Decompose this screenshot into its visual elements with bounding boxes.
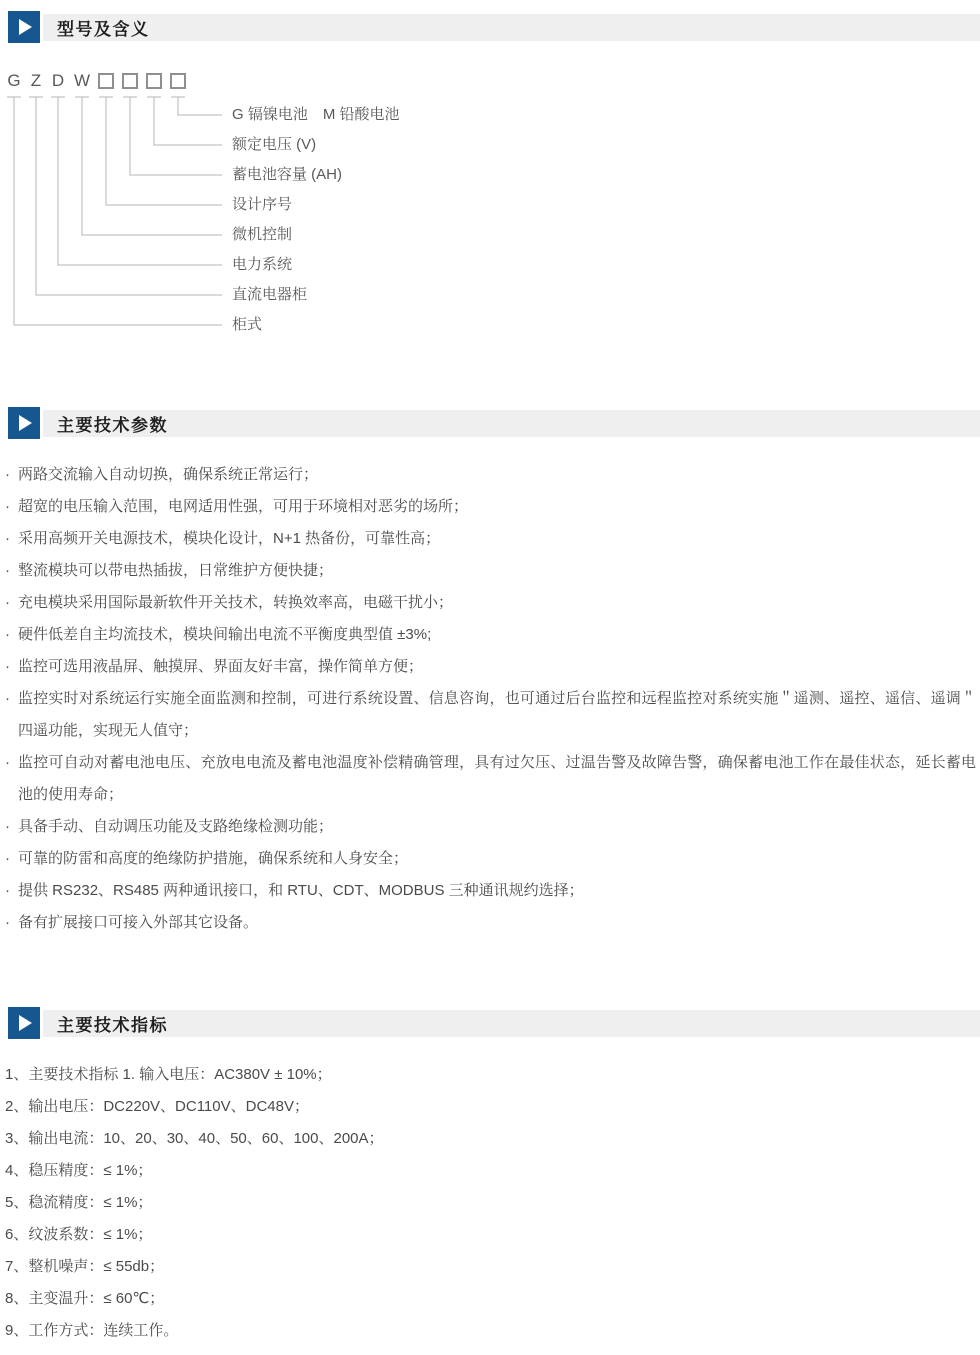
spec-item: 2、输出电压：DC220V、DC110V、DC48V；	[5, 1098, 309, 1115]
params-list	[5, 459, 976, 939]
model-code-letter: W	[73, 71, 91, 90]
bullet-dot-icon: ·	[5, 754, 10, 771]
section-title: 主要技术指标	[57, 1015, 168, 1035]
param-text: 监控实时对系统运行实施全面监测和控制，可进行系统设置、信息咨询，也可通过后台监控和远程监控对系统实施＂遥测、遥控、遥信、遥调＂四遥功能，实现无人值守；	[18, 690, 976, 739]
bullet-dot-icon: ·	[5, 882, 10, 899]
model-code-label: 微机控制	[232, 226, 293, 243]
play-triangle-icon	[19, 415, 32, 431]
section-title: 型号及含义	[57, 19, 150, 39]
param-item	[5, 747, 976, 811]
section-marker-icon	[8, 1007, 40, 1039]
bullet-dot-icon: ·	[5, 818, 10, 835]
spec-item: 3、输出电流：10、20、30、40、50、60、100、200A；	[5, 1130, 384, 1147]
bullet-dot-icon: ·	[5, 658, 10, 675]
play-triangle-icon	[19, 1015, 32, 1031]
model-code-label: 直流电器柜	[232, 286, 308, 303]
param-text: 监控可自动对蓄电池电压、充放电电流及蓄电池温度补偿精确管理，具有过欠压、过温告警及故障告警，确保蓄电池工作在最佳状态，延长蓄电池的使用寿命；	[18, 754, 976, 803]
param-item	[5, 651, 976, 683]
param-text: 可靠的防雷和高度的绝缘防护措施，确保系统和人身安全；	[18, 850, 409, 867]
param-item	[5, 555, 976, 587]
param-item	[5, 907, 976, 939]
spec-item: 4、稳压精度：≤ 1%；	[5, 1162, 153, 1179]
param-item	[5, 587, 976, 619]
param-text: 超宽的电压输入范围，电网适用性强，可用于环境相对恶劣的场所；	[18, 498, 469, 515]
param-text: 备有扩展接口可接入外部其它设备。	[18, 914, 259, 931]
connector-lines	[0, 70, 980, 350]
param-text: 充电模块采用国际最新软件开关技术，转换效率高，电磁干扰小；	[18, 594, 454, 611]
bullet-dot-icon: ·	[5, 466, 10, 483]
model-code-label: 柜式	[232, 316, 263, 333]
model-code-label: G 镉镍电池 M 铅酸电池	[232, 106, 400, 123]
spec-item: 5、稳流精度：≤ 1%；	[5, 1194, 153, 1211]
section-header-model	[8, 11, 980, 43]
spec-item: 6、纹波系数：≤ 1%；	[5, 1226, 153, 1243]
section-title-bar	[43, 410, 980, 437]
section-marker-icon	[8, 11, 40, 43]
param-text: 采用高频开关电源技术，模块化设计，N+1 热备份，可靠性高；	[18, 530, 441, 547]
param-item	[5, 459, 976, 491]
param-text: 监控可选用液晶屏、触摸屏、界面友好丰富，操作简单方便；	[18, 658, 424, 675]
section-title-bar	[43, 14, 980, 41]
param-item	[5, 491, 976, 523]
param-text: 提供 RS232、RS485 两种通讯接口，和 RTU、CDT、MODBUS 三种通讯规约选择；	[18, 882, 584, 899]
bullet-dot-icon: ·	[5, 498, 10, 515]
param-item	[5, 619, 976, 651]
bullet-dot-icon: ·	[5, 530, 10, 547]
param-text: 整流模块可以带电热插拔，日常维护方便快捷；	[18, 562, 334, 579]
model-code-letter: Z	[30, 71, 42, 90]
model-code-diagram	[0, 70, 980, 350]
spec-item: 9、工作方式：连续工作。	[5, 1322, 179, 1339]
section-title: 主要技术参数	[57, 415, 168, 435]
param-text: 硬件低差自主均流技术，模块间输出电流不平衡度典型值 ±3%;	[18, 626, 432, 643]
param-item	[5, 523, 976, 555]
spec-item: 1、主要技术指标 1. 输入电压：AC380V ± 10%；	[5, 1066, 332, 1083]
section-header-params	[8, 407, 980, 439]
param-item	[5, 875, 976, 907]
bullet-dot-icon: ·	[5, 562, 10, 579]
param-text: 两路交流输入自动切换，确保系统正常运行；	[18, 466, 319, 483]
play-triangle-icon	[19, 19, 32, 35]
model-code-label: 额定电压 (V)	[232, 136, 317, 153]
spec-item: 8、主变温升：≤ 60℃；	[5, 1290, 165, 1307]
section-marker-icon	[8, 407, 40, 439]
param-item	[5, 843, 976, 875]
model-code-label: 蓄电池容量 (AH)	[232, 166, 342, 183]
param-text: 具备手动、自动调压功能及支路绝缘检测功能；	[18, 818, 334, 835]
param-item	[5, 683, 976, 747]
bullet-dot-icon: ·	[5, 914, 10, 931]
bullet-dot-icon: ·	[5, 690, 10, 707]
model-code-label: 设计序号	[232, 196, 293, 213]
bullet-dot-icon: ·	[5, 594, 10, 611]
model-code-letter: G	[7, 71, 21, 90]
spec-item: 7、整机噪声：≤ 55db；	[5, 1258, 165, 1275]
specs-list	[5, 1059, 976, 1347]
bullet-dot-icon: ·	[5, 626, 10, 643]
bullet-dot-icon: ·	[5, 850, 10, 867]
model-code-label: 电力系统	[232, 256, 293, 273]
model-code-letter: D	[51, 71, 65, 90]
section-header-specs	[8, 1007, 980, 1039]
param-item	[5, 811, 976, 843]
section-title-bar	[43, 1010, 980, 1037]
